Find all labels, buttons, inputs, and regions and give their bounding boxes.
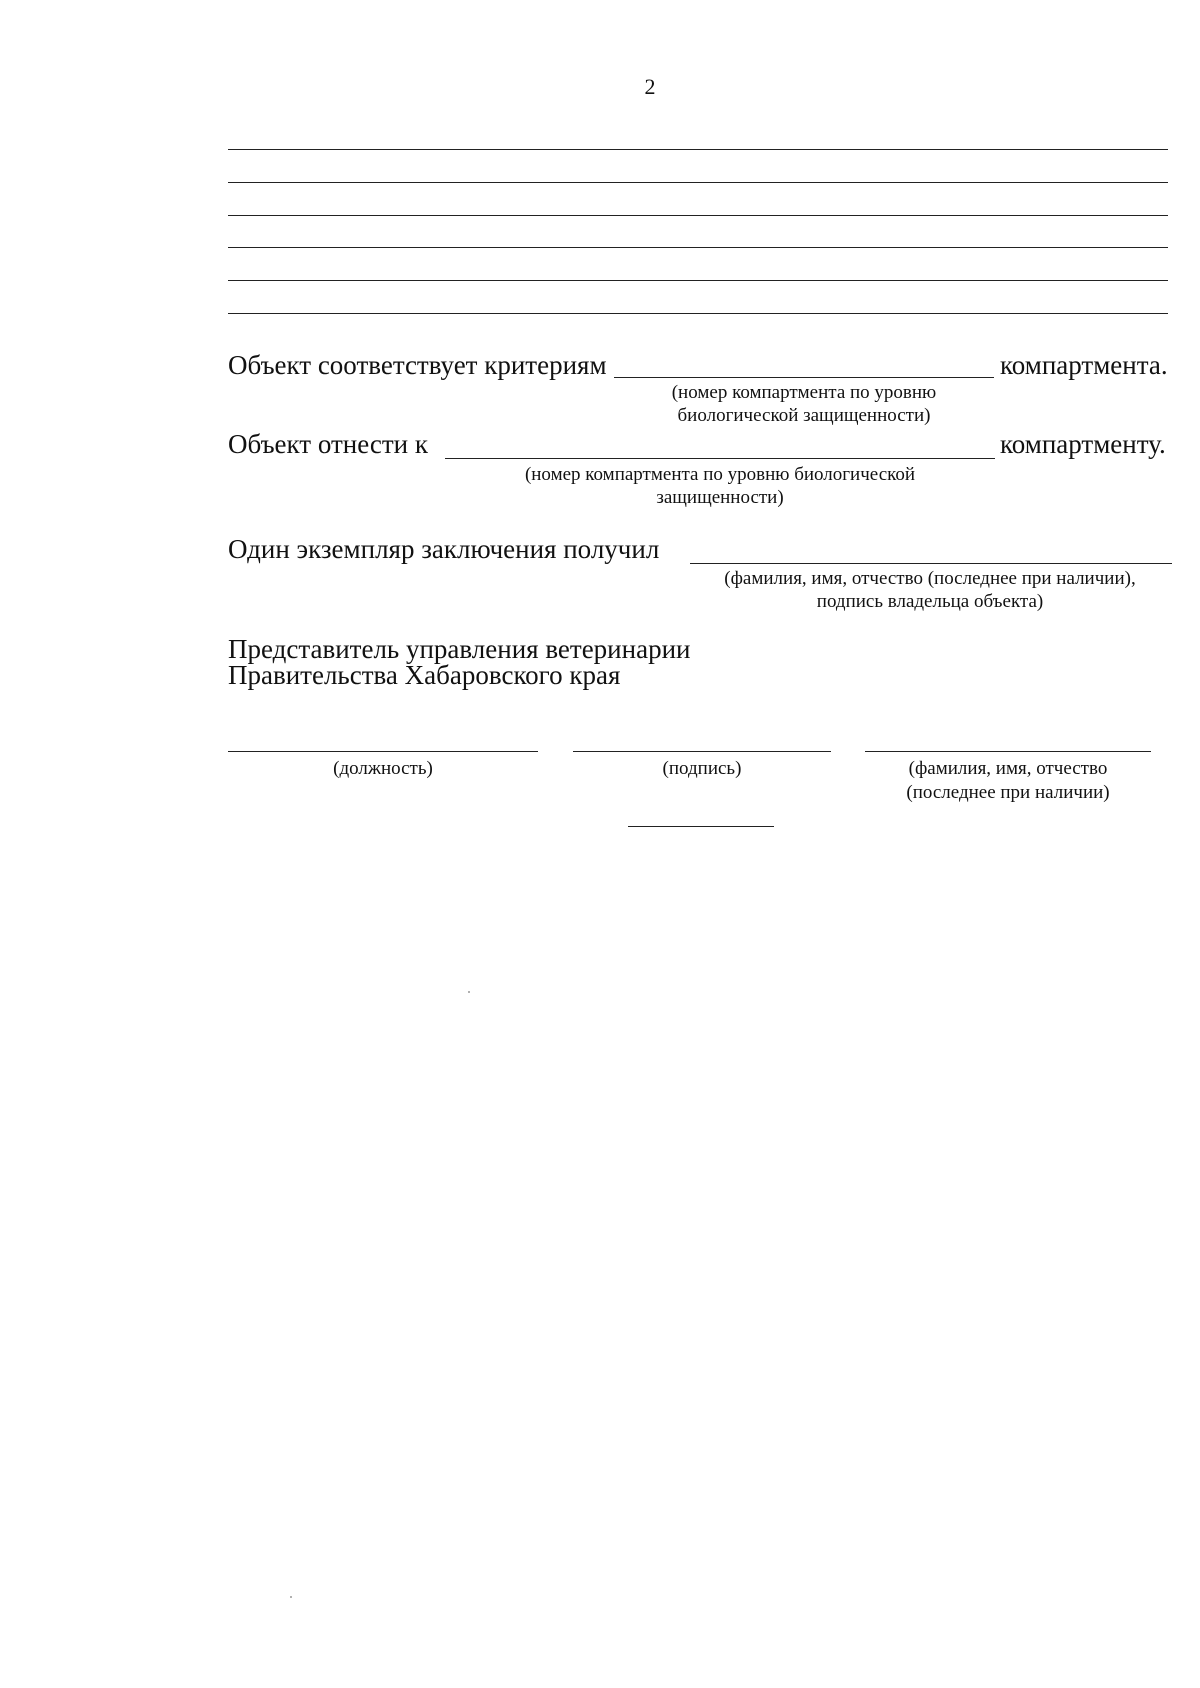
representative-title (228, 636, 690, 688)
blank-line[interactable] (228, 247, 1168, 248)
criteria-label: Объект соответствует критериям (228, 350, 607, 380)
position-field[interactable] (228, 751, 538, 752)
assign-caption-line2: защищенности) (656, 487, 784, 508)
copy-received-field[interactable] (690, 563, 1172, 564)
blank-line[interactable] (228, 149, 1168, 150)
assign-compartment-field[interactable] (445, 458, 995, 459)
representative-line1: Представитель управления ветеринарии (228, 634, 691, 664)
full-name-caption-line1: (фамилия, имя, отчество (908, 758, 1108, 779)
position-caption: (должность) (333, 758, 433, 779)
scan-speck (290, 1596, 292, 1598)
scan-speck (468, 991, 470, 993)
representative-line2: Правительства Хабаровского края (228, 660, 621, 690)
assign-label: Объект отнести к (228, 429, 428, 459)
blank-line[interactable] (228, 215, 1168, 216)
criteria-caption-line2: биологической защищенности) (677, 405, 931, 426)
blank-line[interactable] (228, 182, 1168, 183)
full-name-caption-line2: (последнее при наличии) (906, 782, 1110, 803)
criteria-suffix: компартмента. (1000, 350, 1168, 380)
page-number: 2 (644, 74, 656, 99)
blank-line[interactable] (228, 280, 1168, 281)
signature-field[interactable] (573, 751, 831, 752)
copy-caption-line1: (фамилия, имя, отчество (последнее при наличии), (724, 568, 1136, 589)
signature-caption: (подпись) (662, 758, 742, 779)
criteria-compartment-field[interactable] (614, 377, 994, 378)
assign-caption-line1: (номер компартмента по уровню биологической (524, 464, 916, 485)
assign-suffix: компартменту. (1000, 429, 1166, 459)
closing-rule (628, 826, 774, 827)
blank-line[interactable] (228, 313, 1168, 314)
copy-caption-line2: подпись владельца объекта) (816, 591, 1044, 612)
copy-received-label: Один экземпляр заключения получил (228, 534, 660, 564)
criteria-caption-line1: (номер компартмента по уровню (671, 382, 937, 403)
full-name-field[interactable] (865, 751, 1151, 752)
